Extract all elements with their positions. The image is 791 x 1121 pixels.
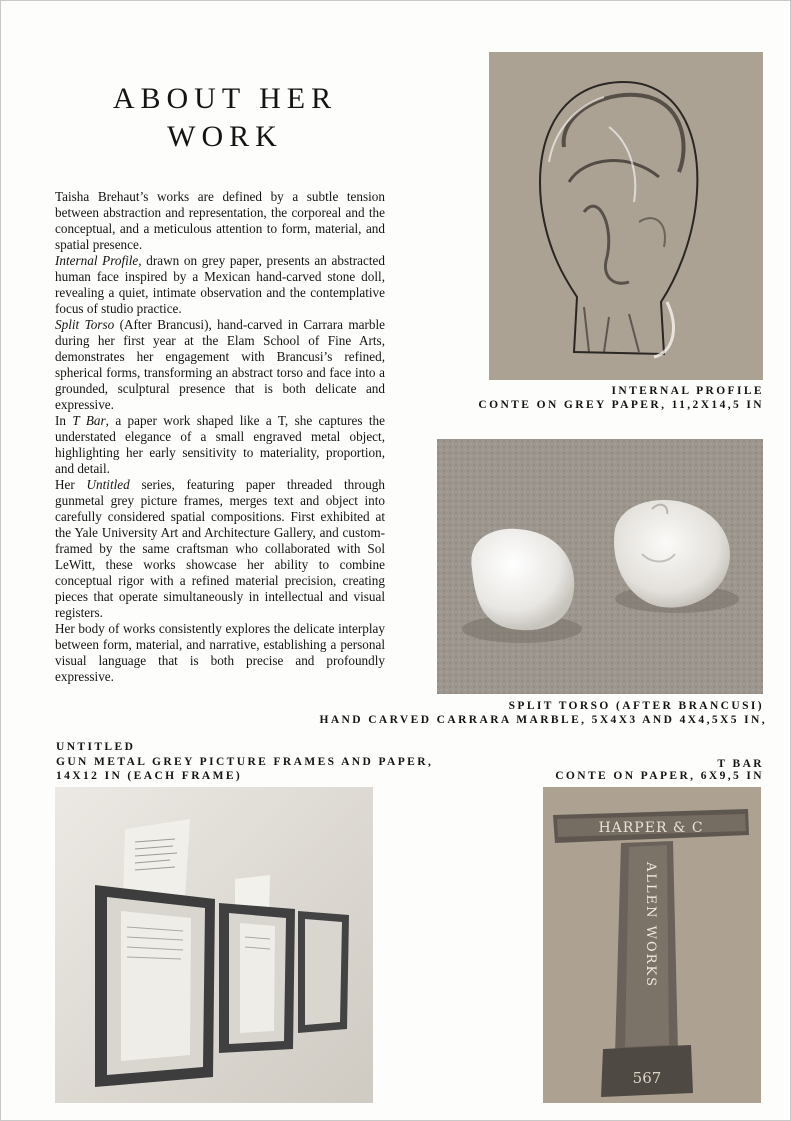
title-line-2: WORK xyxy=(167,120,283,153)
paragraph-intro: Taisha Brehaut’s works are defined by a subtle tension between abstraction and representation, the corporeal and the conceptual, and a meticulous attention to form, material, and spatial presence. xyxy=(55,189,385,252)
paragraph-internal-profile: Internal Profile, drawn on grey paper, presents an abstracted human face inspired by a Mexican hand-carved stone doll, revealing a quiet, intimate observation and the contemplative focus of studio practice. xyxy=(55,253,385,316)
paragraph-conclusion: Her body of works consistently explores the delicate interplay between form, material, and narrative, establishing a personal visual language that is both precise and profoundly expressive. xyxy=(55,621,385,684)
t-bar-medium: CONTE ON PAPER, 6X9,5 IN xyxy=(555,770,764,782)
t-bar-engraving-top: HARPER & C xyxy=(598,820,704,836)
internal-profile-medium: CONTE ON GREY PAPER, 11,2X14,5 IN xyxy=(478,399,764,411)
untitled-medium-line-2: 14X12 IN (EACH FRAME) xyxy=(56,770,243,782)
paragraph-t-bar: In T Bar, a paper work shaped like a T, she captures the understated elegance of a small engraved metal object, highlighting her early sensitivity to materiality, proportion, and detail. xyxy=(55,413,385,476)
t-bar-engraving-base: 567 xyxy=(632,1069,662,1087)
split-torso-medium: HAND CARVED CARRARA MARBLE, 5X4X3 AND 4X4,5X5 IN, xyxy=(319,714,767,726)
split-torso-image xyxy=(437,439,763,694)
split-torso-title: SPLIT TORSO (AFTER BRANCUSI) xyxy=(508,700,764,712)
page-title xyxy=(60,80,390,156)
t-bar-engraving-stem: ALLEN WORKS xyxy=(643,862,658,989)
paragraph-untitled: Her Untitled series, featuring paper threaded through gunmetal grey picture frames, merges text and object into carefully considered spatial compositions. First exhibited at the Yale University Art and Architecture Gallery, and custom-framed by the same craftsman who collaborated with Sol LeWitt, these works showcase her ability to combine conceptual rigor with a refined material precision, creating pieces that operate simultaneously in intellectual and visual registers. xyxy=(55,477,385,620)
untitled-medium-line-1: GUN METAL GREY PICTURE FRAMES AND PAPER, xyxy=(56,756,434,768)
t-bar-title: T BAR xyxy=(717,758,764,770)
title-line-1: ABOUT HER xyxy=(112,82,338,115)
t-bar-image xyxy=(543,787,761,1103)
paragraph-split-torso: Split Torso (After Brancusi), hand-carved in Carrara marble during her first year at the Elam School of Fine Arts, demonstrates her engagement with Brancusi’s refined, spherical forms, transforming an abstract torso and face into a grounded, sculptural presence that is both delicate and expressive. xyxy=(55,317,385,412)
internal-profile-image xyxy=(489,52,763,380)
body-text xyxy=(55,189,385,685)
internal-profile-title: INTERNAL PROFILE xyxy=(611,385,764,397)
untitled-title: UNTITLED xyxy=(56,741,136,753)
untitled-image xyxy=(55,787,373,1103)
